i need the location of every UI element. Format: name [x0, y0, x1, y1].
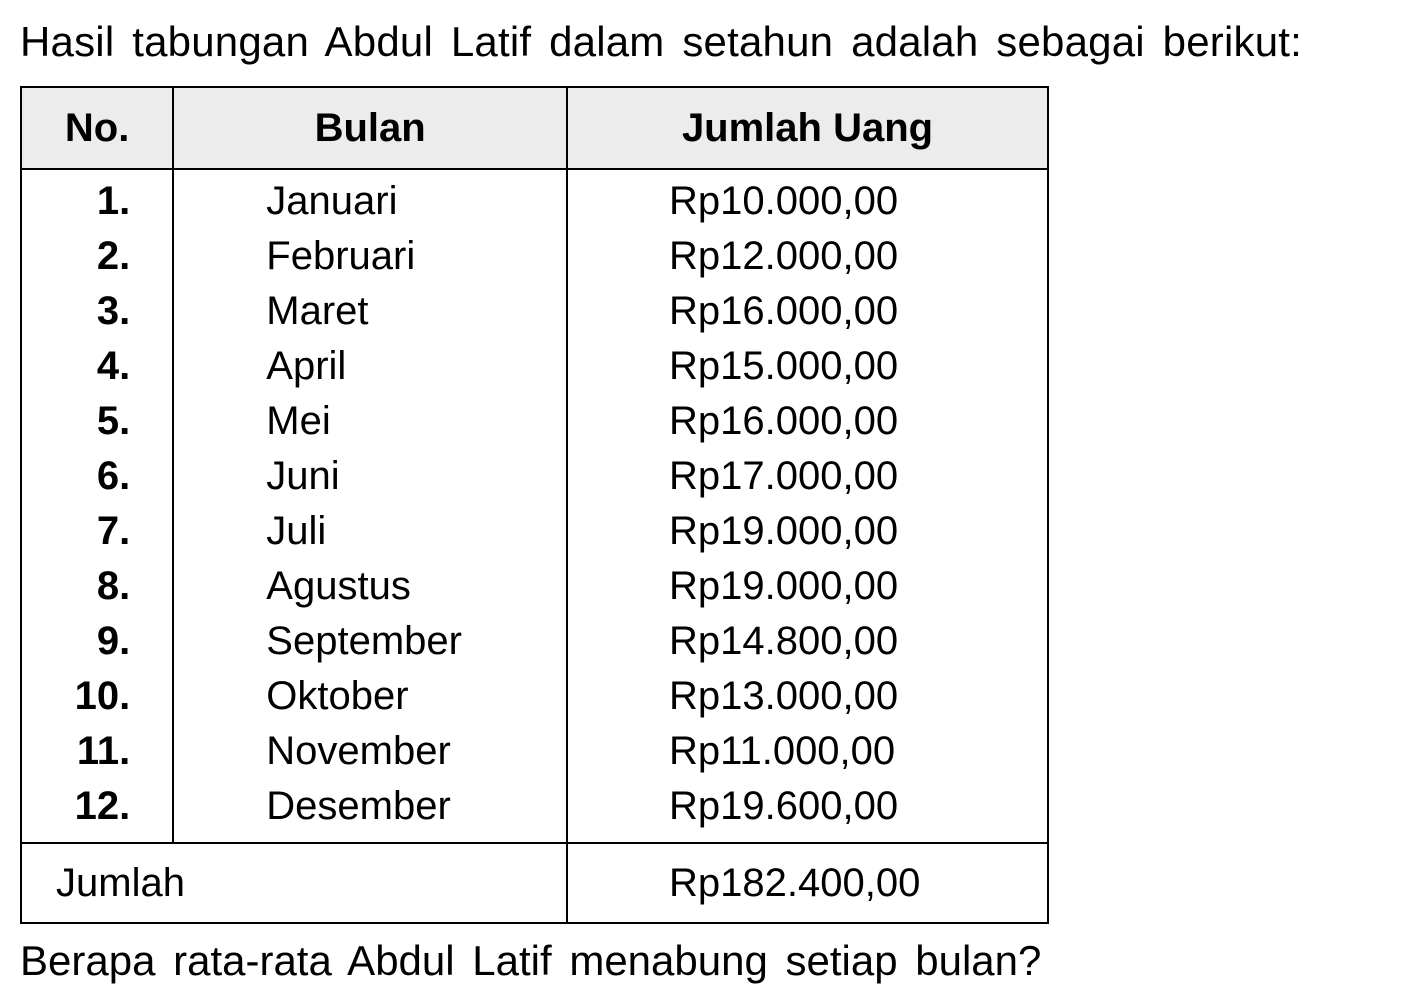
- table-row: [21, 339, 1048, 394]
- row-month: Mei: [173, 394, 567, 449]
- table-header-row: [21, 87, 1048, 169]
- row-month: Oktober: [173, 669, 567, 724]
- row-number: 11.: [21, 724, 173, 779]
- row-number: 10.: [21, 669, 173, 724]
- table-row: [21, 669, 1048, 724]
- row-month: November: [173, 724, 567, 779]
- row-number: 5.: [21, 394, 173, 449]
- row-amount: Rp17.000,00: [567, 449, 1048, 504]
- row-month: Februari: [173, 229, 567, 284]
- row-month: Juni: [173, 449, 567, 504]
- row-number: 8.: [21, 559, 173, 614]
- row-number: 2.: [21, 229, 173, 284]
- row-month: Maret: [173, 284, 567, 339]
- row-number: 9.: [21, 614, 173, 669]
- row-number: 3.: [21, 284, 173, 339]
- row-month: Agustus: [173, 559, 567, 614]
- row-amount: Rp15.000,00: [567, 339, 1048, 394]
- total-label: Jumlah: [21, 843, 567, 923]
- row-number: 12.: [21, 779, 173, 843]
- row-month: September: [173, 614, 567, 669]
- row-amount: Rp10.000,00: [567, 169, 1048, 229]
- table-row: [21, 504, 1048, 559]
- row-amount: Rp19.000,00: [567, 559, 1048, 614]
- row-amount: Rp14.800,00: [567, 614, 1048, 669]
- table-row: [21, 229, 1048, 284]
- row-amount: Rp19.600,00: [567, 779, 1048, 843]
- table-total-row: [21, 843, 1048, 923]
- table-row: [21, 559, 1048, 614]
- table-row: [21, 449, 1048, 504]
- row-month: Juli: [173, 504, 567, 559]
- row-amount: Rp16.000,00: [567, 394, 1048, 449]
- intro-text: Hasil tabungan Abdul Latif dalam setahun adalah sebagai berikut:: [20, 18, 1302, 65]
- total-value: Rp182.400,00: [567, 843, 1048, 923]
- table-row: [21, 284, 1048, 339]
- row-month: Desember: [173, 779, 567, 843]
- question-text: Berapa rata-rata Abdul Latif menabung setiap bulan?: [20, 937, 1042, 984]
- row-month: Januari: [173, 169, 567, 229]
- row-amount: Rp16.000,00: [567, 284, 1048, 339]
- header-jumlah-uang: Jumlah Uang: [567, 87, 1048, 169]
- row-amount: Rp11.000,00: [567, 724, 1048, 779]
- table-row: [21, 394, 1048, 449]
- header-no: No.: [21, 87, 173, 169]
- row-amount: Rp19.000,00: [567, 504, 1048, 559]
- table-row: [21, 724, 1048, 779]
- row-number: 1.: [21, 169, 173, 229]
- row-number: 4.: [21, 339, 173, 394]
- row-amount: Rp12.000,00: [567, 229, 1048, 284]
- savings-table: [20, 86, 1049, 924]
- header-bulan: Bulan: [173, 87, 567, 169]
- table-row: [21, 614, 1048, 669]
- row-month: April: [173, 339, 567, 394]
- row-number: 6.: [21, 449, 173, 504]
- table-body: [21, 169, 1048, 843]
- row-amount: Rp13.000,00: [567, 669, 1048, 724]
- table-row: [21, 169, 1048, 229]
- table-row: [21, 779, 1048, 843]
- row-number: 7.: [21, 504, 173, 559]
